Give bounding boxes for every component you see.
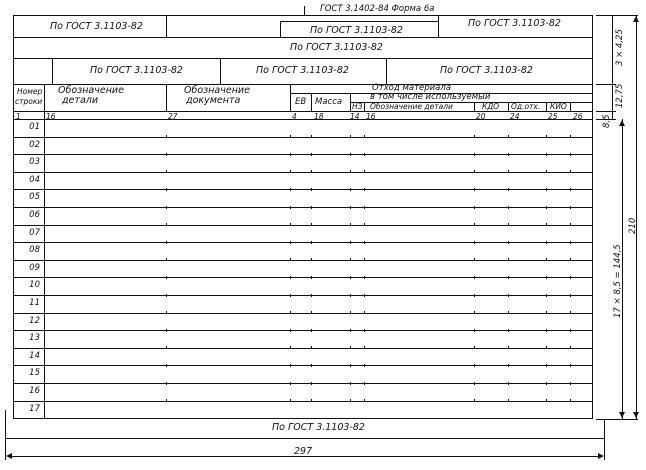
column-tick — [474, 346, 475, 349]
footer-right-line — [604, 420, 605, 460]
row-number: 01 — [29, 122, 40, 132]
column-tick — [364, 346, 365, 349]
column-tick — [350, 364, 351, 367]
column-tick — [570, 135, 571, 138]
column-tick — [350, 258, 351, 261]
column-tick — [570, 241, 571, 244]
dim-rowh-line — [612, 111, 613, 119]
column-tick — [508, 382, 509, 385]
column-tick — [350, 188, 351, 191]
column-tick — [508, 364, 509, 367]
column-tick — [290, 382, 291, 385]
column-tick — [364, 206, 365, 209]
row-number: 16 — [29, 386, 40, 396]
column-tick — [166, 153, 167, 156]
row-divider — [13, 313, 593, 314]
column-tick — [570, 170, 571, 173]
column-tick — [311, 311, 312, 314]
column-tick — [508, 188, 509, 191]
row-number: 17 — [29, 403, 40, 414]
row-divider — [13, 348, 593, 349]
column-tick — [311, 170, 312, 173]
column-tick — [570, 311, 571, 314]
column-tick — [166, 329, 167, 332]
column-tick — [546, 311, 547, 314]
col-part-no-1: Обозначение — [58, 85, 124, 96]
divider — [13, 58, 593, 59]
column-tick — [364, 329, 365, 332]
divider — [386, 58, 387, 84]
col-incl-used: в том числе используемый — [370, 92, 491, 102]
dim-header: 12,75 — [615, 83, 625, 108]
dim-ext — [596, 111, 616, 112]
column-tick — [166, 170, 167, 173]
column-tick — [364, 276, 365, 279]
dim-top-rows: 3 × 4,25 — [615, 29, 625, 66]
column-tick — [364, 364, 365, 367]
column-tick — [508, 276, 509, 279]
row-divider — [13, 277, 593, 278]
column-tick — [311, 276, 312, 279]
column-tick — [290, 294, 291, 297]
arrow-down-icon — [633, 412, 639, 418]
row-divider — [13, 172, 593, 173]
col-nz: НЗ — [352, 102, 363, 111]
row-number: 09 — [29, 262, 40, 273]
row-number: 12 — [29, 315, 40, 326]
divider — [364, 102, 365, 111]
column-tick — [474, 153, 475, 156]
column-tick — [311, 258, 312, 261]
column-tick — [166, 399, 167, 402]
column-tick — [311, 223, 312, 226]
arrow-right-icon — [598, 453, 604, 459]
column-tick — [474, 294, 475, 297]
column-tick — [364, 311, 365, 314]
column-tick — [350, 311, 351, 314]
row-number: 02 — [29, 139, 40, 150]
divider — [13, 111, 593, 112]
column-tick — [364, 188, 365, 191]
row-divider — [13, 154, 593, 155]
divider — [52, 58, 53, 84]
column-tick — [290, 188, 291, 191]
column-tick — [311, 364, 312, 367]
row-divider — [13, 242, 593, 243]
column-tick — [166, 241, 167, 244]
column-tick — [364, 170, 365, 173]
column-tick — [546, 382, 547, 385]
divider — [570, 102, 571, 111]
cw-18: 18 — [314, 112, 324, 121]
row-divider — [13, 330, 593, 331]
cw-4: 4 — [292, 112, 297, 121]
header-row3-c: По ГОСТ 3.1103-82 — [440, 65, 533, 76]
row-number: 07 — [29, 227, 40, 238]
column-tick — [364, 135, 365, 138]
col-kio: КИО — [550, 102, 567, 111]
dim-ext — [596, 419, 638, 420]
row-divider — [13, 119, 593, 120]
column-tick — [546, 276, 547, 279]
divider — [13, 37, 281, 38]
column-tick — [166, 364, 167, 367]
column-tick — [311, 241, 312, 244]
cw-16b: 16 — [366, 112, 376, 121]
column-tick — [570, 364, 571, 367]
column-tick — [311, 294, 312, 297]
column-tick — [290, 399, 291, 402]
cw-14: 14 — [350, 112, 360, 121]
dim-ext — [596, 84, 616, 85]
divider — [508, 102, 509, 111]
arrow-down-icon — [619, 412, 625, 418]
column-tick — [350, 329, 351, 332]
column-tick — [290, 364, 291, 367]
column-tick — [474, 329, 475, 332]
row-divider — [13, 260, 593, 261]
column-tick — [350, 153, 351, 156]
cw-26: 26 — [573, 112, 583, 121]
column-tick — [508, 329, 509, 332]
column-tick — [570, 399, 571, 402]
column-tick — [508, 241, 509, 244]
col-doc-no-1: Обозначение — [184, 85, 250, 96]
col-mass: Масса — [315, 97, 343, 107]
divider — [280, 21, 281, 37]
footer-line — [5, 438, 604, 439]
column-tick — [508, 399, 509, 402]
row-divider — [13, 207, 593, 208]
column-tick — [290, 329, 291, 332]
dim-top-rows-line — [612, 15, 613, 84]
cw-25: 25 — [548, 112, 558, 121]
column-tick — [546, 241, 547, 244]
column-tick — [350, 294, 351, 297]
column-tick — [474, 276, 475, 279]
column-tick — [570, 294, 571, 297]
dim-height: 210 — [628, 217, 638, 234]
col-row-no-2: строки — [15, 97, 43, 106]
header-right: По ГОСТ 3.1103-82 — [468, 18, 561, 29]
column-tick — [166, 276, 167, 279]
col-waste: Отход материала — [372, 83, 452, 93]
column-tick — [474, 382, 475, 385]
column-tick — [364, 223, 365, 226]
column-tick — [290, 170, 291, 173]
row-divider — [13, 295, 593, 296]
column-tick — [474, 223, 475, 226]
column-tick — [546, 170, 547, 173]
column-tick — [474, 399, 475, 402]
column-tick — [364, 153, 365, 156]
column-tick — [364, 294, 365, 297]
column-tick — [350, 170, 351, 173]
header-row2: По ГОСТ 3.1103-82 — [290, 42, 383, 53]
column-tick — [311, 382, 312, 385]
column-tick — [166, 258, 167, 261]
divider — [474, 102, 475, 111]
column-tick — [350, 241, 351, 244]
header-row3-a: По ГОСТ 3.1103-82 — [90, 65, 183, 76]
col-kdo: КДО — [482, 102, 500, 111]
column-tick — [546, 206, 547, 209]
column-tick — [546, 329, 547, 332]
row-number: 08 — [29, 245, 40, 256]
column-tick — [474, 311, 475, 314]
column-tick — [508, 258, 509, 261]
column-tick — [546, 223, 547, 226]
divider — [290, 84, 291, 111]
column-tick — [570, 346, 571, 349]
column-tick — [474, 258, 475, 261]
column-tick — [364, 241, 365, 244]
column-tick — [166, 382, 167, 385]
dim-body-rows: 17 × 8,5 = 144,5 — [613, 244, 623, 318]
column-tick — [290, 311, 291, 314]
divider — [546, 102, 547, 111]
column-tick — [290, 258, 291, 261]
footer: По ГОСТ 3.1103-82 — [272, 422, 365, 433]
header-mid: По ГОСТ 3.1103-82 — [310, 25, 403, 36]
column-tick — [166, 346, 167, 349]
column-tick — [290, 206, 291, 209]
row-number: 11 — [29, 298, 40, 308]
row-number: 06 — [29, 210, 40, 220]
row-number: 15 — [29, 368, 40, 379]
col-row-no-1: Номер — [17, 87, 43, 96]
column-tick — [311, 329, 312, 332]
column-tick — [350, 276, 351, 279]
header-row3-b: По ГОСТ 3.1103-82 — [256, 65, 349, 76]
form-title: ГОСТ 3.1402-84 Форма 6а — [320, 4, 435, 14]
column-tick — [350, 346, 351, 349]
cw-20: 20 — [476, 112, 486, 121]
divider — [350, 93, 351, 111]
column-tick — [508, 206, 509, 209]
cw-27: 27 — [168, 112, 178, 121]
col-part-no-2: детали — [62, 95, 99, 106]
column-tick — [311, 399, 312, 402]
column-tick — [474, 188, 475, 191]
divider — [220, 58, 221, 84]
arrow-left-icon — [6, 453, 12, 459]
column-tick — [546, 294, 547, 297]
column-tick — [508, 135, 509, 138]
dim-width: 297 — [294, 446, 313, 457]
arrow-up-icon — [619, 120, 625, 126]
column-tick — [508, 153, 509, 156]
cw-1: 1 — [16, 112, 21, 121]
row-number: 05 — [29, 192, 40, 203]
column-tick — [546, 258, 547, 261]
column-tick — [570, 153, 571, 156]
column-tick — [570, 258, 571, 261]
arrow-up-icon — [633, 16, 639, 22]
col-part-design: Обозначение детали — [370, 102, 453, 111]
header-left: По ГОСТ 3.1103-82 — [50, 21, 143, 32]
column-tick — [546, 399, 547, 402]
col-ev: ЕВ — [295, 97, 307, 107]
column-tick — [350, 206, 351, 209]
column-tick — [546, 153, 547, 156]
row-divider — [13, 189, 593, 190]
column-tick — [350, 135, 351, 138]
column-tick — [290, 153, 291, 156]
column-tick — [166, 223, 167, 226]
column-tick — [311, 153, 312, 156]
column-tick — [166, 135, 167, 138]
column-tick — [290, 223, 291, 226]
column-tick — [508, 170, 509, 173]
row-number: 10 — [29, 280, 40, 291]
column-tick — [364, 382, 365, 385]
dim-ext — [596, 15, 638, 16]
cw-16: 16 — [46, 112, 56, 121]
column-tick — [311, 135, 312, 138]
column-tick — [290, 346, 291, 349]
column-tick — [508, 223, 509, 226]
row-divider — [13, 365, 593, 366]
column-tick — [311, 346, 312, 349]
col-doc-no-2: документа — [186, 95, 241, 106]
column-tick — [166, 311, 167, 314]
column-tick — [350, 382, 351, 385]
column-tick — [350, 223, 351, 226]
column-tick — [570, 382, 571, 385]
row-divider — [13, 418, 593, 419]
divider — [311, 93, 312, 111]
column-tick — [508, 294, 509, 297]
column-tick — [290, 241, 291, 244]
column-tick — [474, 206, 475, 209]
row-divider — [13, 401, 593, 402]
column-tick — [546, 346, 547, 349]
divider — [438, 15, 439, 37]
divider — [280, 37, 593, 38]
row-number: 03 — [29, 157, 40, 168]
column-tick — [570, 276, 571, 279]
col-od-otx: Од.отх. — [511, 102, 541, 111]
row-divider — [13, 137, 593, 138]
column-tick — [474, 364, 475, 367]
column-tick — [364, 399, 365, 402]
row-divider — [13, 225, 593, 226]
column-tick — [474, 135, 475, 138]
column-tick — [570, 188, 571, 191]
cw-24: 24 — [510, 112, 520, 121]
column-tick — [364, 258, 365, 261]
dim-header-line — [612, 84, 613, 111]
column-tick — [474, 241, 475, 244]
column-tick — [290, 135, 291, 138]
column-tick — [570, 223, 571, 226]
column-tick — [508, 346, 509, 349]
divider — [44, 84, 45, 419]
column-tick — [166, 188, 167, 191]
column-tick — [570, 329, 571, 332]
column-tick — [350, 399, 351, 402]
row-number: 14 — [29, 350, 40, 361]
row-divider — [13, 383, 593, 384]
divider — [166, 84, 167, 111]
divider — [166, 15, 167, 37]
column-tick — [474, 170, 475, 173]
column-tick — [311, 206, 312, 209]
column-tick — [290, 276, 291, 279]
column-tick — [546, 188, 547, 191]
column-tick — [546, 135, 547, 138]
divider — [280, 21, 438, 22]
column-tick — [570, 206, 571, 209]
column-tick — [546, 364, 547, 367]
column-tick — [508, 311, 509, 314]
row-number: 04 — [29, 174, 40, 185]
column-tick — [166, 206, 167, 209]
column-tick — [166, 294, 167, 297]
dim-row-h: 8,5 — [602, 114, 612, 128]
row-number: 13 — [29, 333, 40, 344]
column-tick — [311, 188, 312, 191]
